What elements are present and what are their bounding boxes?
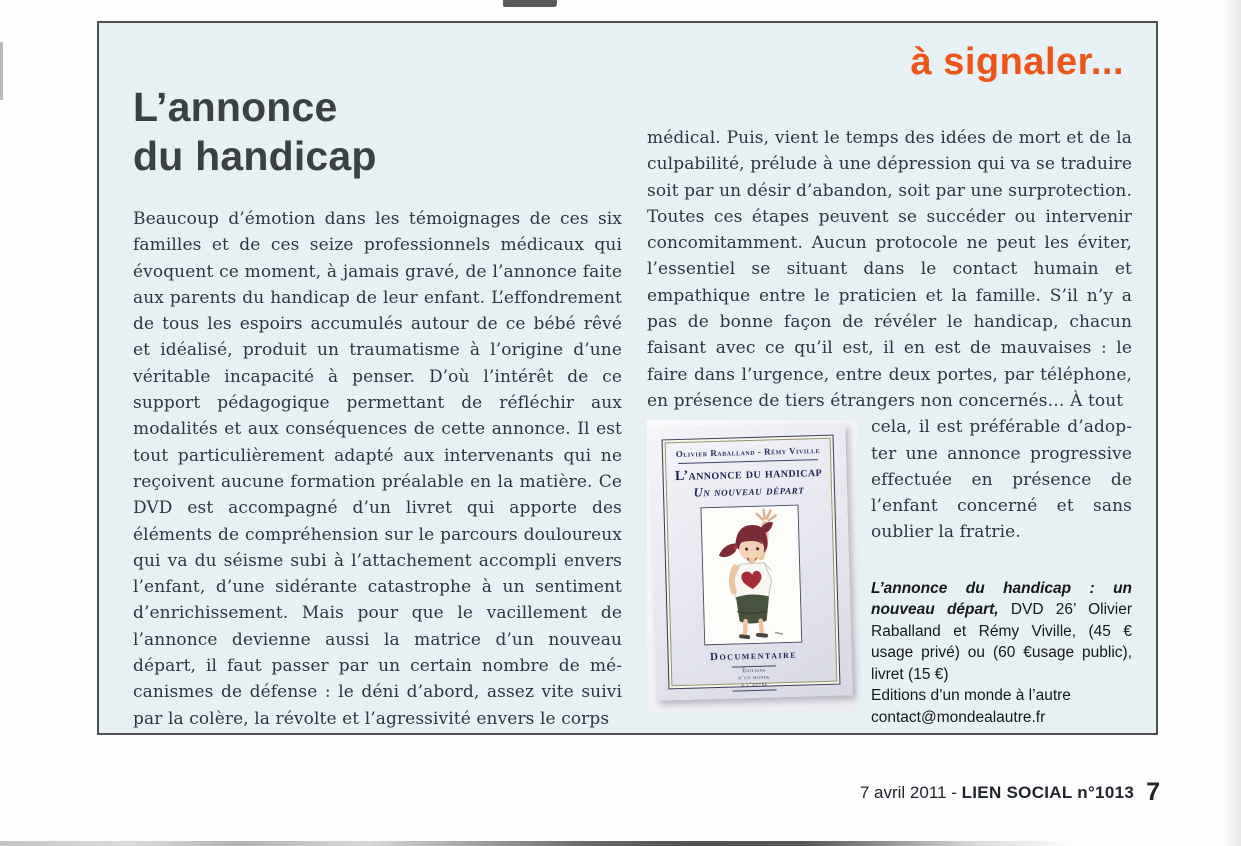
caption-publisher: Editions d’un monde à l’autre	[871, 687, 1071, 705]
article-title	[133, 83, 377, 181]
left-column	[133, 206, 622, 732]
dvd-publisher-line1: Éditions	[742, 667, 766, 675]
right-column	[647, 125, 1132, 728]
girl-illustration	[700, 505, 802, 646]
section-label: à signaler...	[910, 41, 1124, 83]
dvd-cover-card	[649, 424, 853, 701]
dvd-authors: Olivier Raballand - Rémy Viville	[675, 445, 821, 460]
dvd-genre: Documentaire	[709, 649, 798, 664]
scan-edge-bottom	[0, 841, 1085, 846]
right-column-text-top: médical. Puis, vient le temps des idées de mort et de la culpabilité, prélude à une dépression qui va se traduire soit par un désir d’abandon, soit par une surprotection. Toutes ces étapes peuvent se succéder ou intervenir concomitamment. Aucun protocole ne peut les éviter, l’essentiel se situant dans le contact humain et empathique entre le praticien et la famille. S’il n’y a pas de bonne façon de révéler le handicap, chacun faisant avec ce qu’il est, il en est de mauvaises : le faire dans l’urgence, entre deux portes, par téléphone, en présence de tiers étrangers non concernés… À tout	[647, 128, 1132, 411]
dvd-publisher-line3: à l’autre	[741, 681, 768, 689]
page-footer	[860, 778, 1160, 807]
dvd-cover-photo	[647, 420, 857, 712]
right-column-text-wrap: cela, il est préférable d’adopter une annonce progressive effectuée en présence de l’enfant concerné et sans oublier la fratrie.	[871, 417, 1132, 543]
dvd-rule	[678, 459, 819, 464]
caption-email: contact@mondealautre.fr	[871, 708, 1046, 726]
article-title-line1: L’annonce	[133, 84, 338, 130]
caption-title: L’annonce du handicap : un nouveau départ,	[871, 579, 1132, 619]
caption-details: DVD 26’ Olivier Raballand et Rémy Viville, (45 € usage privé) ou (60 €usage public), livret (15 €)	[871, 601, 1132, 683]
scan-mark-left-edge	[0, 42, 3, 100]
footer-page-number: 7	[1146, 778, 1160, 806]
scan-smudge-top	[503, 0, 557, 7]
article-title-line2: du handicap	[133, 133, 377, 179]
footer-date: 7 avril 2011 -	[859, 783, 962, 802]
footer-journal-title: LIEN SOCIAL n°1013	[961, 783, 1135, 802]
magazine-page	[97, 21, 1158, 735]
left-column-text: Beaucoup d’émotion dans les témoignages de ces six familles et de ces seize professionnels médicaux qui évoquent ce moment, à jamais gravé, de l’annonce faite aux parents du handicap de leur enfant. L’effondrement de tous les espoirs accumulés autour de ce bébé rêvé et idéalisé, produit un traumatisme à l’origine d’une véritable incapacité à penser. D’où l’intérêt de ce support pédagogique permettant de réfléchir aux modalités et aux conséquences de cette annonce. Il est tout particulièrement adapté aux intervenants qui ne reçoivent aucune formation préalable en la matière. Ce DVD est accompagné d’un livret qui apporte des éléments de compréhension sur le parcours douloureux qui va du séisme subi à l’attachement accompli envers l’enfant, d’une sidérante catastrophe à un sentiment d’enrichissement. Mais pour que le vacillement de l’annonce devienne aussi la matrice d’un nouveau départ, il faut passer par un certain nombre de mécanismes de défense : le déni d’abord, assez vite suivi par la colère, la révolte et l’agressivité envers le corps	[133, 209, 622, 729]
dvd-title: L’annonce du handicap	[674, 465, 823, 485]
dvd-publisher-logo	[732, 666, 777, 692]
dvd-publisher-line2: d’un monde	[738, 674, 771, 682]
dvd-subtitle: Un nouveau départ	[693, 482, 805, 500]
scan-shadow-right	[1225, 0, 1241, 846]
dvd-cover-frame	[662, 435, 841, 690]
